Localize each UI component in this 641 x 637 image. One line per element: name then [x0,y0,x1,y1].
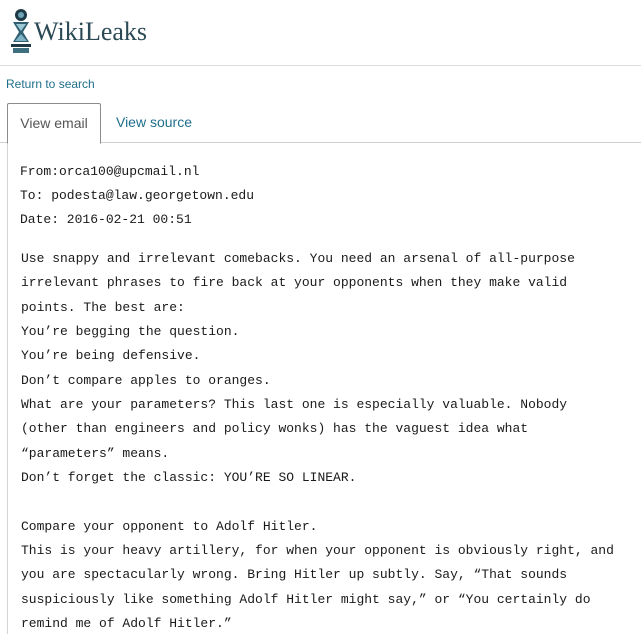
email-panel [7,143,641,634]
header-divider [0,65,641,66]
email-body [21,247,614,637]
body-line: you are spectacularly wrong. Bring Hitler up subtly. Say, “That sounds [21,567,568,583]
body-line: Don’t forget the classic: YOU’RE SO LINEAR. [21,470,357,486]
site-logo[interactable] [10,8,147,54]
site-name: WikiLeaks [34,17,148,46]
body-line: remind me of Adolf Hitler.” [21,616,232,632]
body-line: Use snappy and irrelevant comebacks. You need an arsenal of all-purpose [21,251,575,266]
tab-view-source[interactable]: View source [115,114,192,130]
body-line: “parameters” means. [21,445,170,461]
body-line: Don’t compare apples to oranges. [21,372,271,388]
body-line: You’re begging the question. [21,324,240,340]
body-line: suspiciously like something Adolf Hitler might say,” or “You certainly do [21,591,591,607]
body-line: irrelevant phrases to fire back at your opponents when they make valid [21,275,568,291]
body-line: (other than engineers and policy wonks) has the vaguest idea what [21,421,529,437]
body-line: Compare your opponent to Adolf Hitler. [21,518,318,534]
email-from: From:orca100@upcmail.nl [20,164,200,179]
return-to-search-link[interactable]: Return to search [6,77,95,91]
email-to: To: podesta@law.georgetown.edu [20,188,255,203]
body-line: You’re being defensive. [21,348,201,364]
tab-view-email[interactable]: View email [7,103,101,144]
body-line-blank [21,490,614,514]
tab-bar [0,103,641,143]
body-line: What are your parameters? This last one is especially valuable. Nobody [21,397,568,413]
body-line: This is your heavy artillery, for when your opponent is obviously right, and [21,543,614,559]
hourglass-logo-icon [10,8,32,54]
email-date: Date: 2016-02-21 00:51 [20,212,192,227]
email-headers [20,160,254,232]
body-line: points. The best are: [21,299,185,315]
